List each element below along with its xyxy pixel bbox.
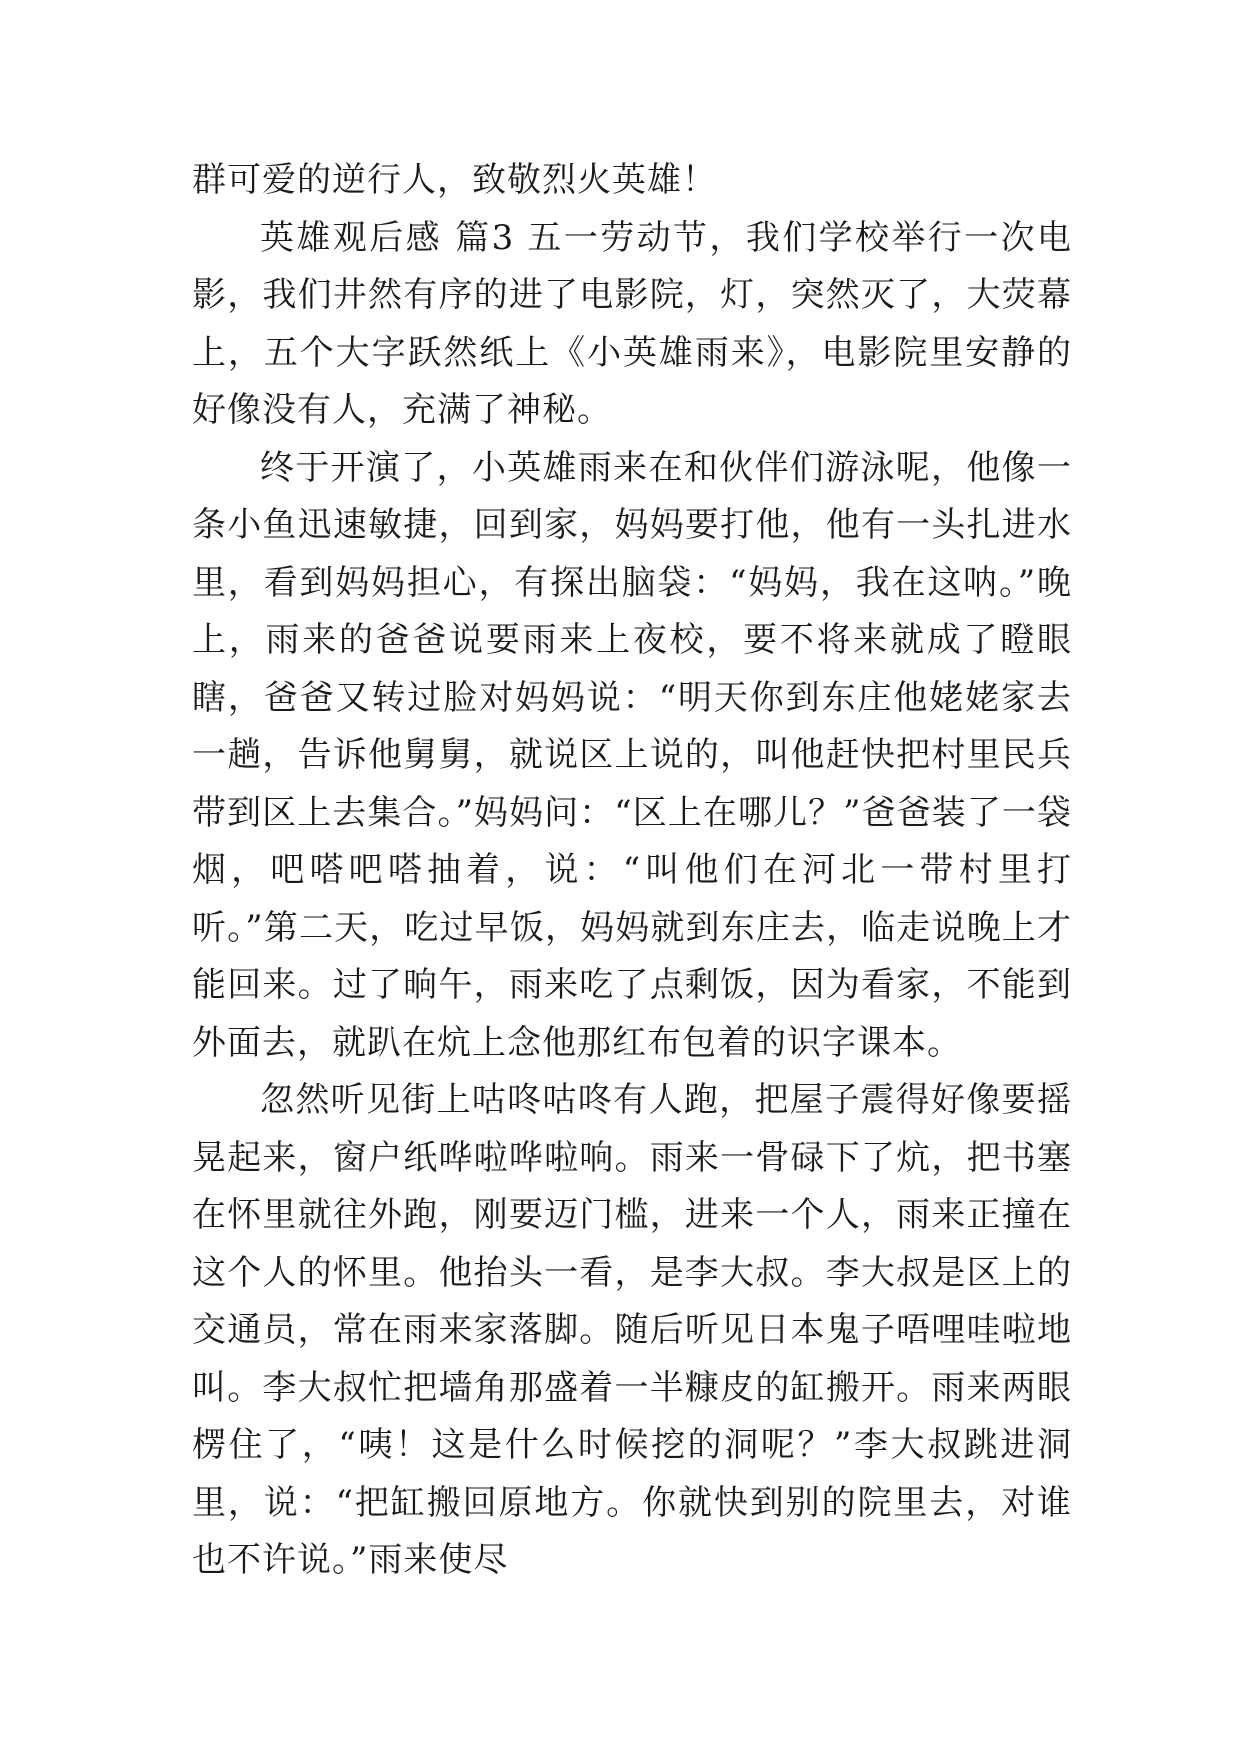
paragraph-3: 终于开演了，小英雄雨来在和伙伴们游泳呢，他像一条小鱼迅速敏捷，回到家，妈妈要打他，他有一头扎进水里，看到妈妈担心，有探出脑袋：“妈妈，我在这呐。”晚上，雨来的爸爸说要雨来上夜校，要不将来就成了瞪眼瞎，爸爸又转过脸对妈妈说：“明天你到东庄他姥姥家去一趟，告诉他舅舅，就说区上说的，叫他赶快把村里民兵带到区上去集合。”妈妈问：“区上在哪儿？”爸爸装了一袋烟，吧嗒吧嗒抽着，说：“叫他们在河北一带村里打听。”第二天，吃过早饭，妈妈就到东庄去，临走说晚上才能回来。过了晌午，雨来吃了点剩饭，因为看家，不能到外面去，就趴在炕上念他那红布包着的识字课本。 (192, 447, 1072, 1063)
document-body (192, 152, 1072, 1590)
paragraph-4: 忽然听见街上咕咚咕咚有人跑，把屋子震得好像要摇晃起来，窗户纸哗啦哗啦响。雨来一骨碌下了炕，把书塞在怀里就往外跑，刚要迈门槛，进来一个人，雨来正撞在这个人的怀里。他抬头一看，是李大叔。李大叔是区上的交通员，常在雨来家落脚。随后听见日本鬼子唔哩哇啦地叫。李大叔忙把墙角那盛着一半糠皮的缸搬开。雨来两眼楞住了，“咦！这是什么时候挖的洞呢？”李大叔跳进洞里，说：“把缸搬回原地方。你就快到别的院里去，对谁也不许说。”雨来使尽 (192, 1080, 1072, 1580)
paragraph-1: 群可爱的逆行人，致敬烈火英雄！ (192, 160, 717, 200)
paragraph-2: 英雄观后感 篇3 五一劳动节，我们学校举行一次电影，我们井然有序的进了电影院，灯，突然灭了，大荧幕上，五个大字跃然纸上《小英雄雨来》，电影院里安静的好像没有人，充满了神秘。 (192, 217, 1072, 430)
